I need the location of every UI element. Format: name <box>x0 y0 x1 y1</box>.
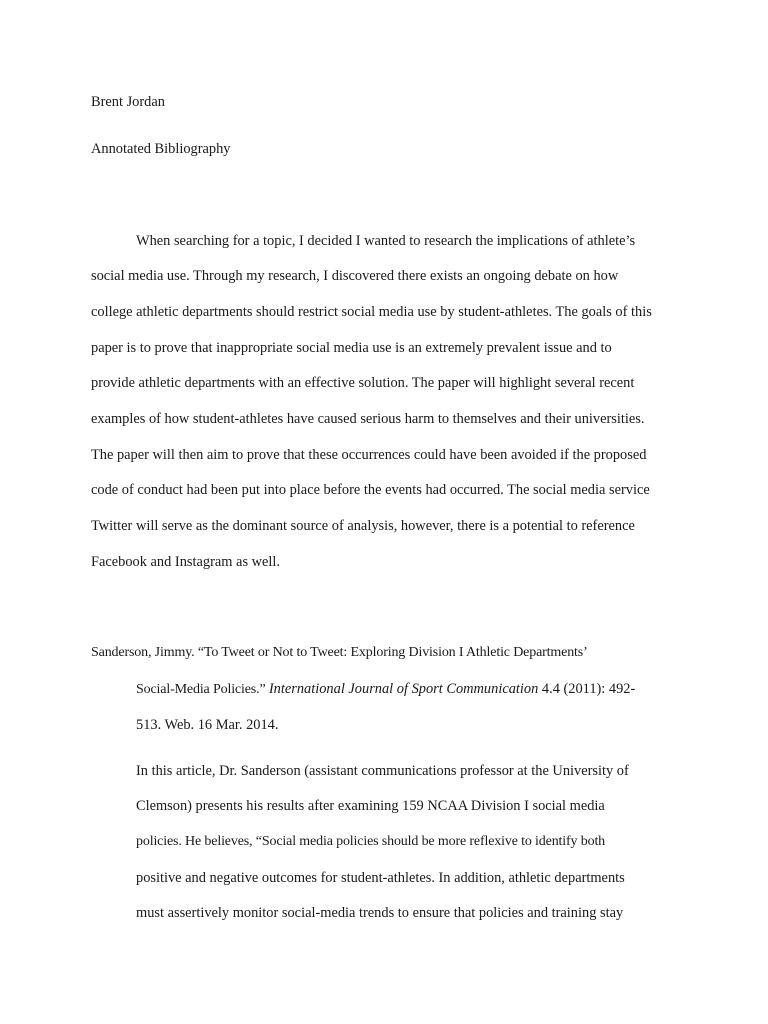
citation-line: 513. Web. 16 Mar. 2014. <box>136 717 279 733</box>
intro-line: paper is to prove that inappropriate social media use is an extremely prevalent issue and to <box>91 340 612 356</box>
annotation-line: Clemson) presents his results after examining 159 NCAA Division I social media <box>136 798 605 814</box>
intro-line: examples of how student-athletes have caused serious harm to themselves and their universities. <box>91 411 645 427</box>
annotation-line: must assertively monitor social-media trends to ensure that policies and training stay <box>136 905 624 921</box>
intro-line: social media use. Through my research, I discovered there exists an ongoing debate on how <box>91 268 619 284</box>
intro-line: Twitter will serve as the dominant source of analysis, however, there is a potential to reference <box>91 518 635 534</box>
citation-article-title: Social-Media Policies.” <box>136 682 269 697</box>
citation-line: Sanderson, Jimmy. “To Tweet or Not to Tweet: Exploring Division I Athletic Departments’ <box>91 645 588 660</box>
document-title: Annotated Bibliography <box>91 141 231 157</box>
annotation-line: In this article, Dr. Sanderson (assistant communications professor at the University of <box>136 763 629 779</box>
intro-line: college athletic departments should restrict social media use by student-athletes. The goals of this <box>91 304 652 320</box>
annotation-line: policies. He believes, “Social media policies should be more reflexive to identify both <box>136 834 606 849</box>
annotation-line: positive and negative outcomes for student-athletes. In addition, athletic departments <box>136 870 625 886</box>
author-name: Brent Jordan <box>91 94 165 110</box>
citation-volume: 4.4 (2011): 492- <box>538 681 636 697</box>
citation-line <box>136 682 635 697</box>
intro-line: provide athletic departments with an effective solution. The paper will highlight several recent <box>91 375 635 391</box>
intro-line: Facebook and Instagram as well. <box>91 554 281 570</box>
intro-line: The paper will then aim to prove that these occurrences could have been avoided if the proposed <box>91 447 647 463</box>
intro-line: code of conduct had been put into place before the events had occurred. The social media service <box>91 482 650 498</box>
intro-line: When searching for a topic, I decided I wanted to research the implications of athlete’s <box>136 233 636 249</box>
journal-title: International Journal of Sport Communication <box>268 681 539 697</box>
